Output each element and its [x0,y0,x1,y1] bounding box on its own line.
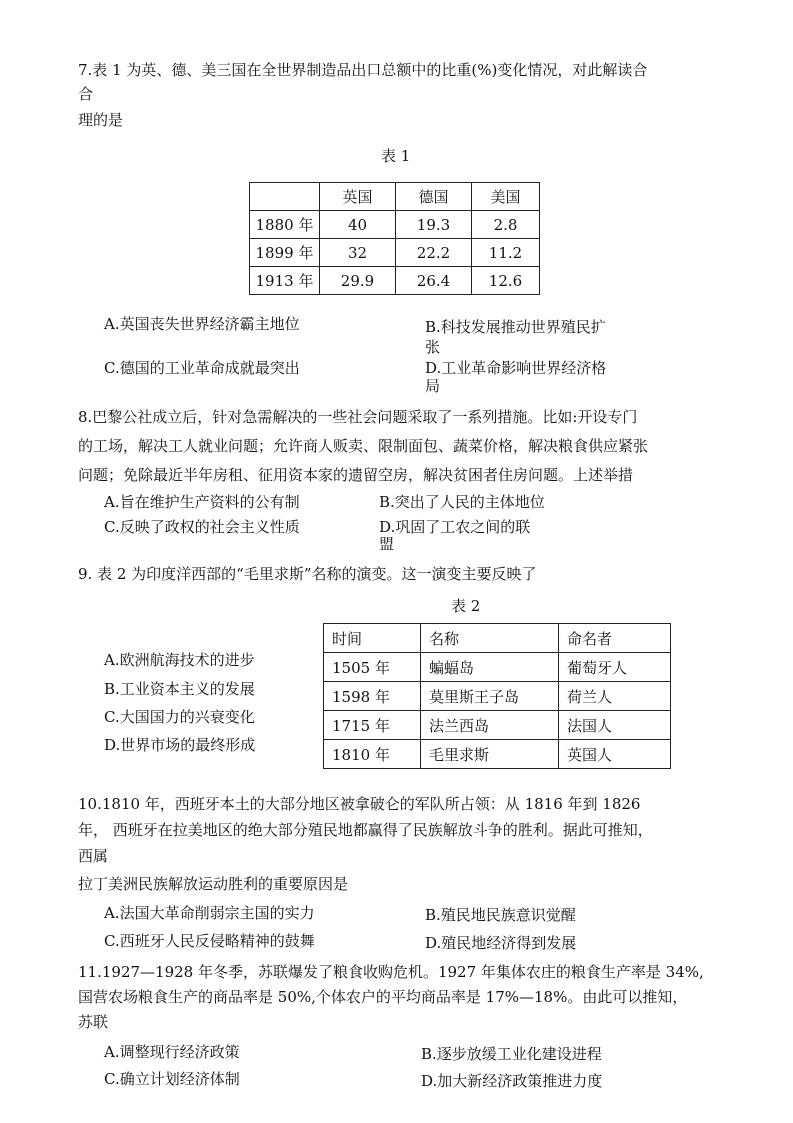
q10-stem-line2: 年， 西班牙在拉美地区的绝大部分殖民地都赢得了民族解放斗争的胜利。据此可推知， [78,821,653,839]
q7-option-a: A.英国丧失世界经济霸主地位 [104,315,300,333]
q11-stem-line1: 11.1927—1928 年冬季，苏联爆发了粮食收购危机。1927 年集体农庄的粮食生产率是 34%, [78,963,704,981]
table-header-row [250,183,540,211]
q7-stem-line1-wrap: 合 [78,85,94,103]
table-header-cell [250,183,320,211]
table-header-cell: 命名者 [559,624,671,653]
table-cell: 2.8 [472,211,540,239]
q10-stem-line1: 10.1810 年，西班牙本土的大部分地区被拿破仑的军队所占领：从 1816 年到 1826 [78,795,641,813]
q9-option-a: A.欧洲航海技术的进步 [104,651,255,669]
q10-option-c: C.西班牙人民反侵略精神的鼓舞 [104,932,315,950]
table-cell: 32 [320,239,396,267]
q11-option-d: D.加大新经济政策推进力度 [421,1072,603,1090]
q11-stem-line3: 苏联 [78,1013,109,1031]
q11-option-c: C.确立计划经济体制 [104,1070,240,1088]
q9-table [323,623,671,769]
table-cell: 1715 年 [324,711,421,740]
table-cell: 1899 年 [250,239,320,267]
q10-option-d: D.殖民地经济得到发展 [425,934,577,952]
table-cell: 毛里求斯 [421,740,559,769]
q9-stem: 9. 表 2 为印度洋西部的“毛里求斯”名称的演变。这一演变主要反映了 [78,565,537,583]
q10-option-b: B.殖民地民族意识觉醒 [425,906,576,924]
table-cell: 40 [320,211,396,239]
table-row [324,740,671,769]
q7-option-b-wrap: 张 [425,338,441,356]
q9-option-b: B.工业资本主义的发展 [104,680,255,698]
table-header-row [324,624,671,653]
table-cell: 英国人 [559,740,671,769]
q9-option-d: D.世界市场的最终形成 [104,736,256,754]
q7-option-c: C.德国的工业革命成就最突出 [104,359,300,377]
q7-option-d: D.工业革命影响世界经济格 [425,359,607,377]
q8-option-d-wrap: 盟 [379,535,395,553]
q9-table-title: 表 2 [451,597,481,615]
table-header-cell: 美国 [472,183,540,211]
q8-option-b: B.突出了人民的主体地位 [379,493,545,511]
table-cell: 葡萄牙人 [559,653,671,682]
q8-stem-line3: 问题；免除最近半年房租、征用资本家的遗留空房，解决贫困者住房问题。上述举措 [78,466,634,484]
table-cell: 法兰西岛 [421,711,559,740]
q7-table [249,182,540,295]
table-cell: 19.3 [396,211,472,239]
q8-option-a: A.旨在维护生产资料的公有制 [104,493,300,511]
q8-stem-line1: 8.巴黎公社成立后，针对急需解决的一些社会问题采取了一系列措施。比如:开设专门 [78,408,638,426]
table-row [324,711,671,740]
table-cell: 法国人 [559,711,671,740]
table-cell: 1505 年 [324,653,421,682]
q11-stem-line2: 国营农场粮食生产的商品率是 50%,个体农户的平均商品率是 17%—18%。由此可以推知， [78,988,688,1006]
q10-option-a: A.法国大革命削弱宗主国的实力 [104,904,315,922]
q7-option-d-wrap: 局 [425,377,441,395]
table-cell: 荷兰人 [559,682,671,711]
q10-stem-line3: 西属 [78,847,109,865]
table-header-cell: 时间 [324,624,421,653]
table-cell: 29.9 [320,267,396,295]
table-cell: 1880 年 [250,211,320,239]
table-cell: 26.4 [396,267,472,295]
q9-option-c: C.大国国力的兴衰变化 [104,708,255,726]
table-row [324,653,671,682]
table-cell: 1810 年 [324,740,421,769]
table-cell: 22.2 [396,239,472,267]
table-row [250,267,540,295]
table-header-cell: 英国 [320,183,396,211]
q7-stem-line1: 7.表 1 为英、德、美三国在全世界制造品出口总额中的比重(%)变化情况，对此解读合 [78,61,648,79]
q7-option-b: B.科技发展推动世界殖民扩 [425,318,606,336]
q10-stem-line4: 拉丁美洲民族解放运动胜利的重要原因是 [78,875,349,893]
table-header-cell: 名称 [421,624,559,653]
table-row [250,211,540,239]
q7-table-title: 表 1 [381,147,411,165]
table-cell: 11.2 [472,239,540,267]
table-cell: 12.6 [472,267,540,295]
q8-option-c: C.反映了政权的社会主义性质 [104,518,300,536]
table-cell: 1913 年 [250,267,320,295]
q11-option-a: A.调整现行经济政策 [104,1043,240,1061]
table-cell: 1598 年 [324,682,421,711]
table-row [250,239,540,267]
table-header-cell: 德国 [396,183,472,211]
table-row [324,682,671,711]
table-cell: 蝙蝠岛 [421,653,559,682]
q8-option-d: D.巩固了工农之间的联 [379,518,531,536]
table-cell: 莫里斯王子岛 [421,682,559,711]
q7-stem-line2: 理的是 [78,111,124,129]
q8-stem-line2: 的工场，解决工人就业问题；允许商人贩卖、限制面包、蔬菜价格，解决粮食供应紧张 [78,437,649,455]
q11-option-b: B.逐步放缓工业化建设进程 [421,1045,602,1063]
